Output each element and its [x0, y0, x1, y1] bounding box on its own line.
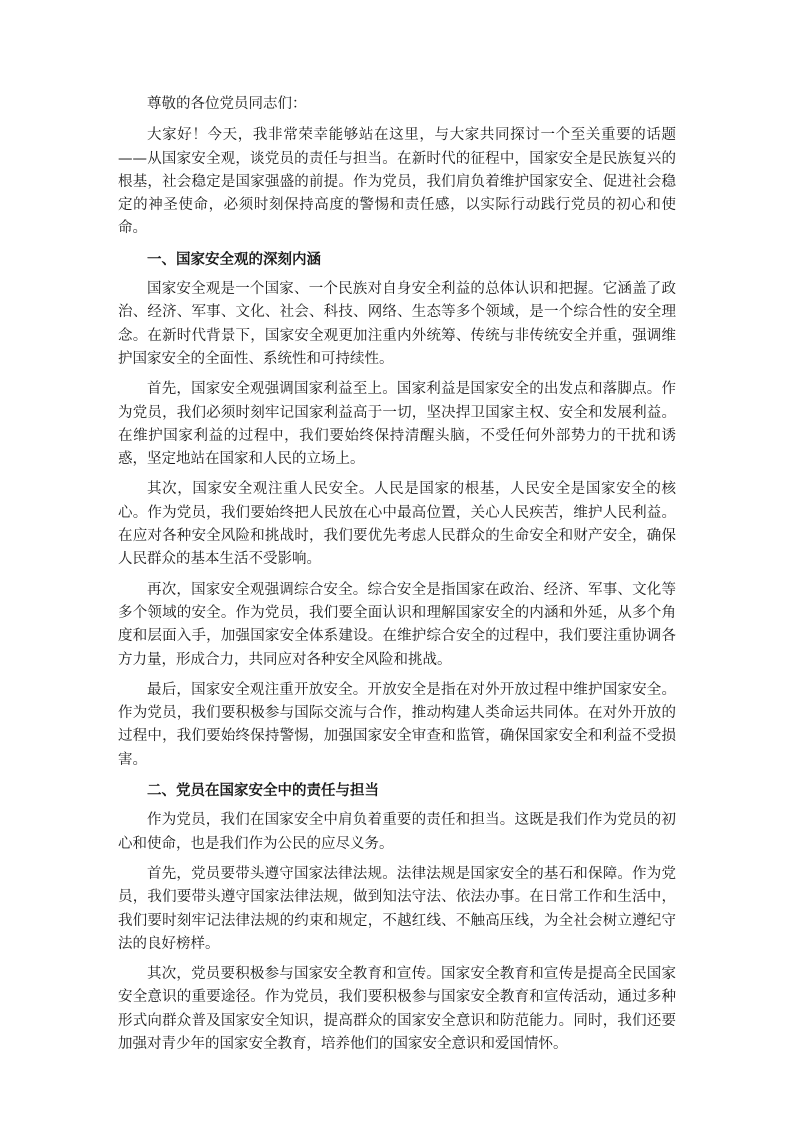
section2-paragraph-3: 其次，党员要积极参与国家安全教育和宣传。国家安全教育和宣传是提高全民国家安全意识的重要途径。作为党员，我们要积极参与国家安全教育和宣传活动，通过多种形式向群众普及国家安全知识，提高群众的国家安全意识和防范能力。同时，我们还要加强对青少年的国家安全教育，培养他们的国家安全意识和爱国情怀。	[118, 966, 676, 1052]
document-page	[118, 93, 676, 1063]
greeting: 尊敬的各位党员同志们：	[147, 96, 307, 112]
section1-paragraph-3: 其次，国家安全观注重人民安全。人民是国家的根基，人民安全是国家安全的核心。作为党员，我们要始终把人民放在心中最高位置，关心人民疾苦，维护人民利益。在应对各种安全风险和挑战时，我们要优先考虑人民群众的生命安全和财产安全，确保人民群众的基本生活不受影响。	[118, 481, 676, 568]
section1-paragraph-4: 再次，国家安全观强调综合安全。综合安全是指国家在政治、经济、军事、文化等多个领域的安全。作为党员，我们要全面认识和理解国家安全的内涵和外延，从多个角度和层面入手，加强国家安全体系建设。在维护综合安全的过程中，我们要注重协调各方力量，形成合力，共同应对各种安全风险和挑战。	[118, 581, 676, 668]
section-heading-1: 一、国家安全观的深刻内涵	[147, 250, 321, 268]
section1-paragraph-5: 最后，国家安全观注重开放安全。开放安全是指在对外开放过程中维护国家安全。作为党员，我们要积极参与国际交流与合作，推动构建人类命运共同体。在对外开放的过程中，我们要始终保持警惕，加强国家安全审查和监管，确保国家安全和利益不受损害。	[118, 681, 676, 768]
intro-paragraph: 大家好！今天，我非常荣幸能够站在这里，与大家共同探讨一个至关重要的话题——从国家安全观，谈党员的责任与担当。在新时代的征程中，国家安全是民族复兴的根基，社会稳定是国家强盛的前提。作为党员，我们肩负着维护国家安全、促进社会稳定的神圣使命，必须时刻保持高度的警惕和责任感，以实际行动践行党员的初心和使命。	[118, 127, 676, 237]
section1-paragraph-2: 首先，国家安全观强调国家利益至上。国家利益是国家安全的出发点和落脚点。作为党员，我们必须时刻牢记国家利益高于一切，坚决捍卫国家主权、安全和发展利益。在维护国家利益的过程中，我们要始终保持清醒头脑，不受任何外部势力的干扰和诱惑，坚定地站在国家和人民的立场上。	[118, 381, 676, 468]
section-heading-2: 二、党员在国家安全中的责任与担当	[147, 782, 379, 800]
section2-paragraph-2: 首先，党员要带头遵守国家法律法规。法律法规是国家安全的基石和保障。作为党员，我们要带头遵守国家法律法规，做到知法守法、依法办事。在日常工作和生活中，我们要时刻牢记法律法规的约束和规定，不越红线、不触高压线，为全社会树立遵纪守法的良好榜样。	[118, 865, 676, 952]
section2-paragraph-1: 作为党员，我们在国家安全中肩负着重要的责任和担当。这既是我们作为党员的初心和使命，也是我们作为公民的应尽义务。	[118, 812, 676, 852]
section1-paragraph-1: 国家安全观是一个国家、一个民族对自身安全利益的总体认识和把握。它涵盖了政治、经济、军事、文化、社会、科技、网络、生态等多个领域，是一个综合性的安全理念。在新时代背景下，国家安全观更加注重内外统筹、传统与非传统安全并重，强调维护国家安全的全面性、系统性和可持续性。	[118, 281, 676, 367]
